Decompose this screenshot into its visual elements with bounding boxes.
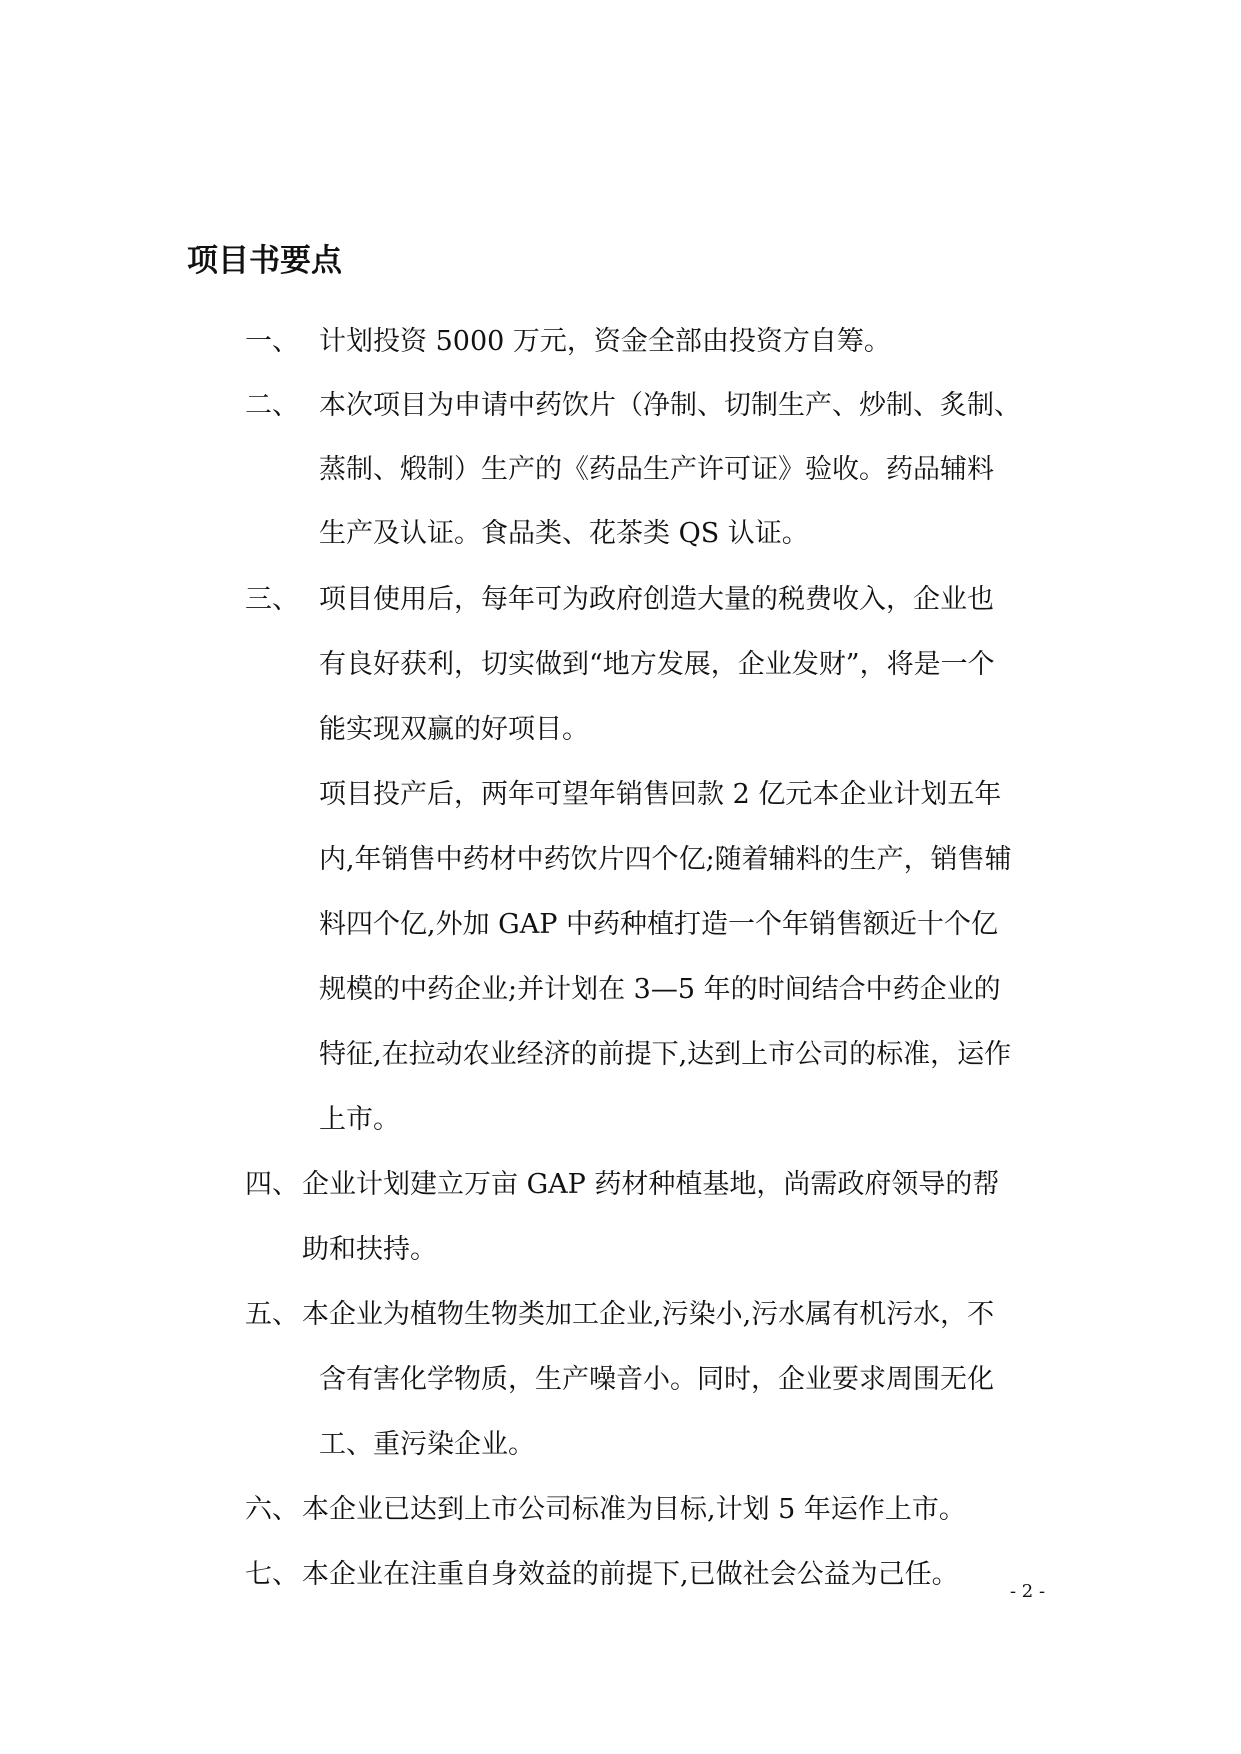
- item-line: 本企业在注重自身效益的前提下,已做社会公益为己任。: [302, 1559, 959, 1590]
- item-line: 有良好获利，切实做到“地方发展，企业发财”，将是一个: [319, 649, 995, 680]
- item-line: 内,年销售中药材中药饮片四个亿;随着辅料的生产，销售辅: [319, 844, 1012, 875]
- item-line: 本企业已达到上市公司标准为目标,计划 5 年运作上市。: [302, 1494, 966, 1525]
- item-line: 工、重污染企业。: [319, 1429, 535, 1460]
- item-line: 规模的中药企业;并计划在 3—5 年的时间结合中药企业的: [319, 974, 1001, 1005]
- item-line: 上市。: [319, 1104, 400, 1135]
- item-line: 项目投产后，两年可望年销售回款 2 亿元本企业计划五年: [319, 779, 1002, 810]
- item-line: 本次项目为申请中药饮片（净制、切制生产、炒制、炙制、: [319, 390, 1021, 421]
- page-title: 项目书要点: [187, 243, 342, 279]
- item-line: 生产及认证。食品类、花茶类 QS 认证。: [319, 518, 809, 549]
- item-line: 能实现双赢的好项目。: [319, 714, 589, 745]
- item-line: 含有害化学物质，生产噪音小。同时，企业要求周围无化: [319, 1364, 994, 1395]
- item-number: 二、: [245, 390, 299, 421]
- item-line: 企业计划建立万亩 GAP 药材种植基地，尚需政府领导的帮: [302, 1169, 1000, 1200]
- item-line: 蒸制、煅制）生产的《药品生产许可证》验收。药品辅料: [319, 454, 994, 485]
- item-number: 一、: [245, 326, 299, 357]
- item-line: 助和扶持。: [302, 1234, 437, 1265]
- item-number: 七、: [245, 1559, 299, 1590]
- item-number: 四、: [245, 1169, 299, 1200]
- item-line: 特征,在拉动农业经济的前提下,达到上市公司的标准，运作: [319, 1039, 1012, 1070]
- item-number: 六、: [245, 1494, 299, 1525]
- item-number: 五、: [245, 1299, 299, 1330]
- item-line: 项目使用后，每年可为政府创造大量的税费收入，企业也: [319, 584, 994, 615]
- item-line: 计划投资 5000 万元，资金全部由投资方自筹。: [319, 326, 891, 357]
- item-line: 本企业为植物生物类加工企业,污染小,污水属有机污水，不: [302, 1299, 995, 1330]
- item-number: 三、: [245, 584, 299, 615]
- item-line: 料四个亿,外加 GAP 中药种植打造一个年销售额近十个亿: [319, 909, 998, 940]
- page-number: - 2 -: [1010, 1581, 1046, 1602]
